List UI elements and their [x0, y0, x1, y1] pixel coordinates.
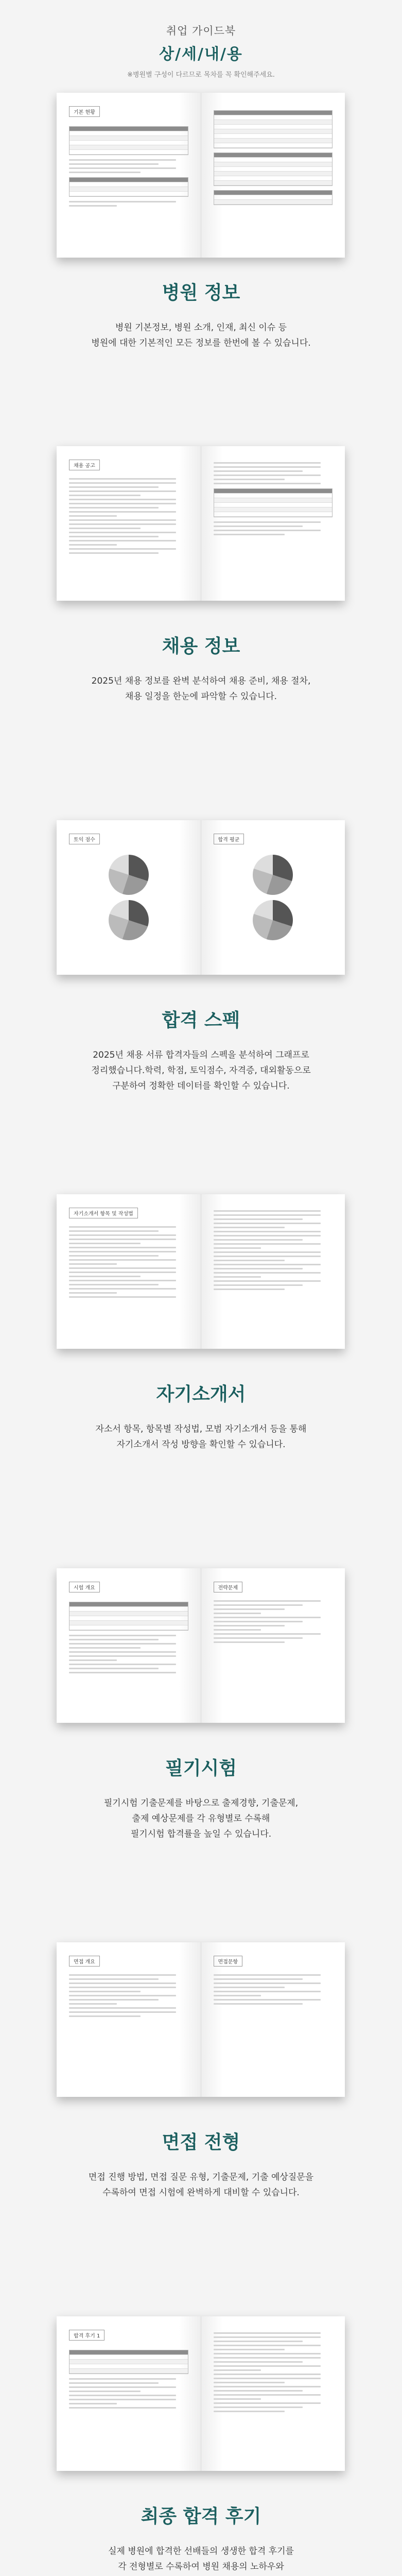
section-success-stories	[0, 2296, 402, 2576]
book-right-page	[201, 1942, 345, 2097]
section-title: 합격 스펙	[162, 1010, 240, 1031]
section-recruitment-info	[0, 426, 402, 800]
book-preview	[57, 1942, 345, 2097]
book-right-page	[201, 93, 345, 258]
book-left-page	[57, 1568, 201, 1723]
section-description: 필기시험 기출문제를 바탕으로 출제경향, 기출문제, 출제 예상문제를 각 유형별로 수록해 필기시험 합격률을 높일 수 있습니다.	[103, 1798, 299, 1839]
section-title: 자기소개서	[156, 1384, 246, 1405]
section-description: 2025년 채용 서류 합격자들의 스펙을 분석하여 그래프로 정리했습니다.학력, 학점, 토익점수, 자격증, 대외활동으로 구분하여 정확한 데이터를 확인할 수 있습니다.	[91, 1050, 311, 1091]
book-left-page	[57, 1942, 201, 2097]
section-caption	[0, 2502, 402, 2576]
section-title: 최종 합격 후기	[141, 2506, 261, 2527]
book-left-page	[57, 93, 201, 258]
intro-header	[0, 0, 402, 82]
section-caption	[0, 2128, 402, 2200]
section-description: 2025년 채용 정보를 완벽 분석하여 채용 준비, 채용 절차, 채용 일정을 한눈에 파악할 수 있습니다.	[91, 676, 311, 702]
book-right-page	[201, 820, 345, 975]
section-cover-letter	[0, 1174, 402, 1548]
book-right-page	[201, 1568, 345, 1723]
section-description: 실제 병원에 합격한 선배들의 생생한 합격 후기를 각 전형별로 수록하여 병원 채용의 노하우와	[108, 2546, 294, 2572]
book-preview	[57, 820, 345, 975]
book-right-page	[201, 1194, 345, 1349]
page-heading: 합격 평균	[214, 834, 244, 844]
page-heading: 합격 후기 1	[69, 2330, 104, 2341]
pie-chart-icon	[253, 900, 293, 940]
section-pass-specs	[0, 800, 402, 1174]
book-preview	[57, 2316, 345, 2471]
book-left-page	[57, 446, 201, 601]
book-left-page	[57, 1194, 201, 1349]
intro-subtitle: 취업 가이드북	[166, 25, 236, 37]
section-title: 면접 전형	[162, 2132, 240, 2153]
intro-title: 상/세/내/용	[159, 45, 243, 63]
section-description: 면접 진행 방법, 면접 질문 유형, 기출문제, 기출 예상질문을 수록하여 면접 시험에 완벽하게 대비할 수 있습니다.	[88, 2172, 314, 2198]
page-heading: 면접 개요	[69, 1956, 100, 1967]
page-heading: 면접문항	[214, 1956, 243, 1967]
section-caption	[0, 1380, 402, 1452]
page-heading: 전략문제	[214, 1582, 243, 1592]
page-heading: 자기소개서 항목 및 작성법	[69, 1208, 138, 1218]
page-heading: 시험 개요	[69, 1582, 100, 1592]
book-preview	[57, 1568, 345, 1723]
section-description: 병원 기본정보, 병원 소개, 인재, 최신 이슈 등 병원에 대한 기본적인 모든 정보를 한번에 볼 수 있습니다.	[91, 323, 311, 348]
page-heading: 토익 점수	[69, 834, 100, 844]
pie-chart-icon	[253, 855, 293, 895]
section-title: 필기시험	[165, 1758, 237, 1779]
section-title: 병원 정보	[162, 282, 240, 303]
page-heading: 기본 현황	[69, 106, 100, 117]
section-caption	[0, 1754, 402, 1842]
intro-note: ※병원별 구성이 다르므로 목차를 꼭 확인해주세요.	[127, 71, 275, 79]
section-hospital-info	[0, 82, 402, 426]
page-heading: 채용 공고	[69, 460, 100, 470]
section-caption	[0, 278, 402, 351]
book-left-page	[57, 820, 201, 975]
section-interview	[0, 1922, 402, 2296]
section-description: 자소서 항목, 항목별 작성법, 모범 자기소개서 등을 통해 자기소개서 작성 방향을 확인할 수 있습니다.	[95, 1424, 307, 1450]
section-caption	[0, 632, 402, 704]
book-preview	[57, 446, 345, 601]
pie-chart-icon	[109, 855, 149, 895]
section-caption	[0, 1006, 402, 1094]
book-left-page	[57, 2316, 201, 2471]
pie-chart-icon	[109, 900, 149, 940]
book-preview	[57, 1194, 345, 1349]
book-preview	[57, 93, 345, 258]
section-written-exam	[0, 1548, 402, 1922]
section-title: 채용 정보	[162, 636, 240, 657]
book-right-page	[201, 2316, 345, 2471]
info-table	[69, 126, 188, 155]
book-right-page	[201, 446, 345, 601]
